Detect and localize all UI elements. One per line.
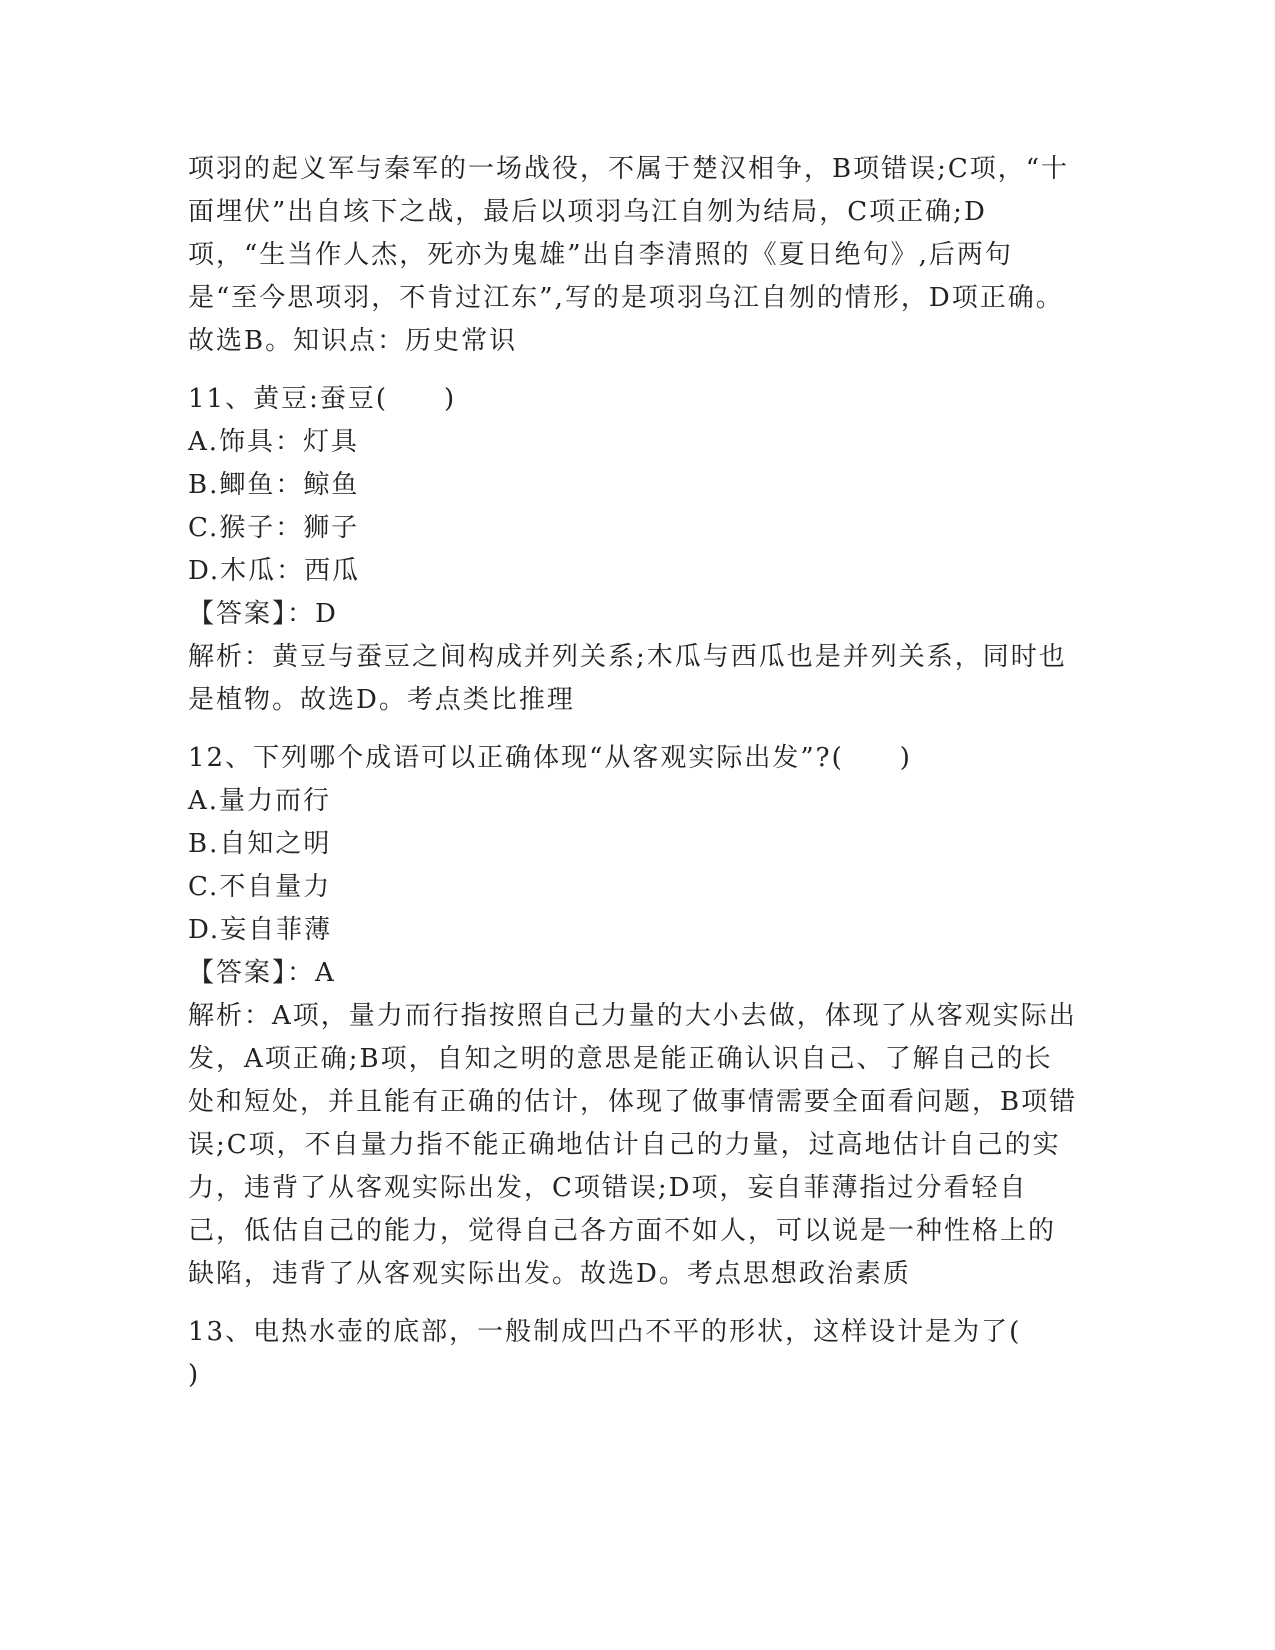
question-11-option-b: B.鲫鱼：鲸鱼 [188, 470, 360, 500]
question-12-explanation: 解析：A项，量力而行指按照自己力量的大小去做，体现了从客观实际出发，A项正确;B项，自知之明的意思是能正确认识自己、了解自己的长处和短处，并且能有正确的估计，体现了做事情需要全面看问题，B项错误;C项，不自量力指不能正确地估计自己的力量，过高地估计自己的实力，违背了从客观实际出发，C项错误;D项，妄自菲薄指过分看轻自己，低估自己的能力，觉得自己各方面不如人，可以说是一种性格上的缺陷，违背了从客观实际出发。故选D。考点思想政治素质 [188, 1001, 1078, 1289]
question-11-answer: 【答案】：D [188, 599, 338, 629]
question-12 [188, 737, 1078, 1296]
question-13 [188, 1311, 1078, 1397]
question-11-option-c: C.猴子：狮子 [188, 513, 360, 543]
previous-question-explanation: 项羽的起义军与秦军的一场战役，不属于楚汉相争，B项错误;C项，“十面埋伏”出自垓下之战，最后以项羽乌江自刎为结局，C项正确;D项，“生当作人杰，死亦为鬼雄”出自李清照的《夏日绝句》,后两句是“至今思项羽，不肯过江东”,写的是项羽乌江自刎的情形，D项正确。故选B。知识点：历史常识 [188, 154, 1070, 356]
document-page [188, 148, 1078, 1397]
question-11-stem: 11、黄豆:蚕豆( ) [188, 384, 457, 414]
question-12-option-c: C.不自量力 [188, 872, 332, 902]
question-13-stem: 13、电热水壶的底部，一般制成凹凸不平的形状，这样设计是为了( ) [188, 1317, 1078, 1390]
question-11-option-a: A.饰具：灯具 [188, 427, 360, 457]
question-12-answer: 【答案】：A [188, 958, 336, 988]
question-12-option-d: D.妄自菲薄 [188, 915, 333, 945]
question-12-option-a: A.量力而行 [188, 786, 332, 816]
question-11 [188, 378, 1078, 722]
question-12-stem: 12、下列哪个成语可以正确体现“从客观实际出发”?( ) [188, 743, 912, 773]
question-11-explanation: 解析：黄豆与蚕豆之间构成并列关系;木瓜与西瓜也是并列关系，同时也是植物。故选D。考点类比推理 [188, 642, 1067, 715]
question-12-option-b: B.自知之明 [188, 829, 332, 859]
question-11-option-d: D.木瓜：西瓜 [188, 556, 361, 586]
